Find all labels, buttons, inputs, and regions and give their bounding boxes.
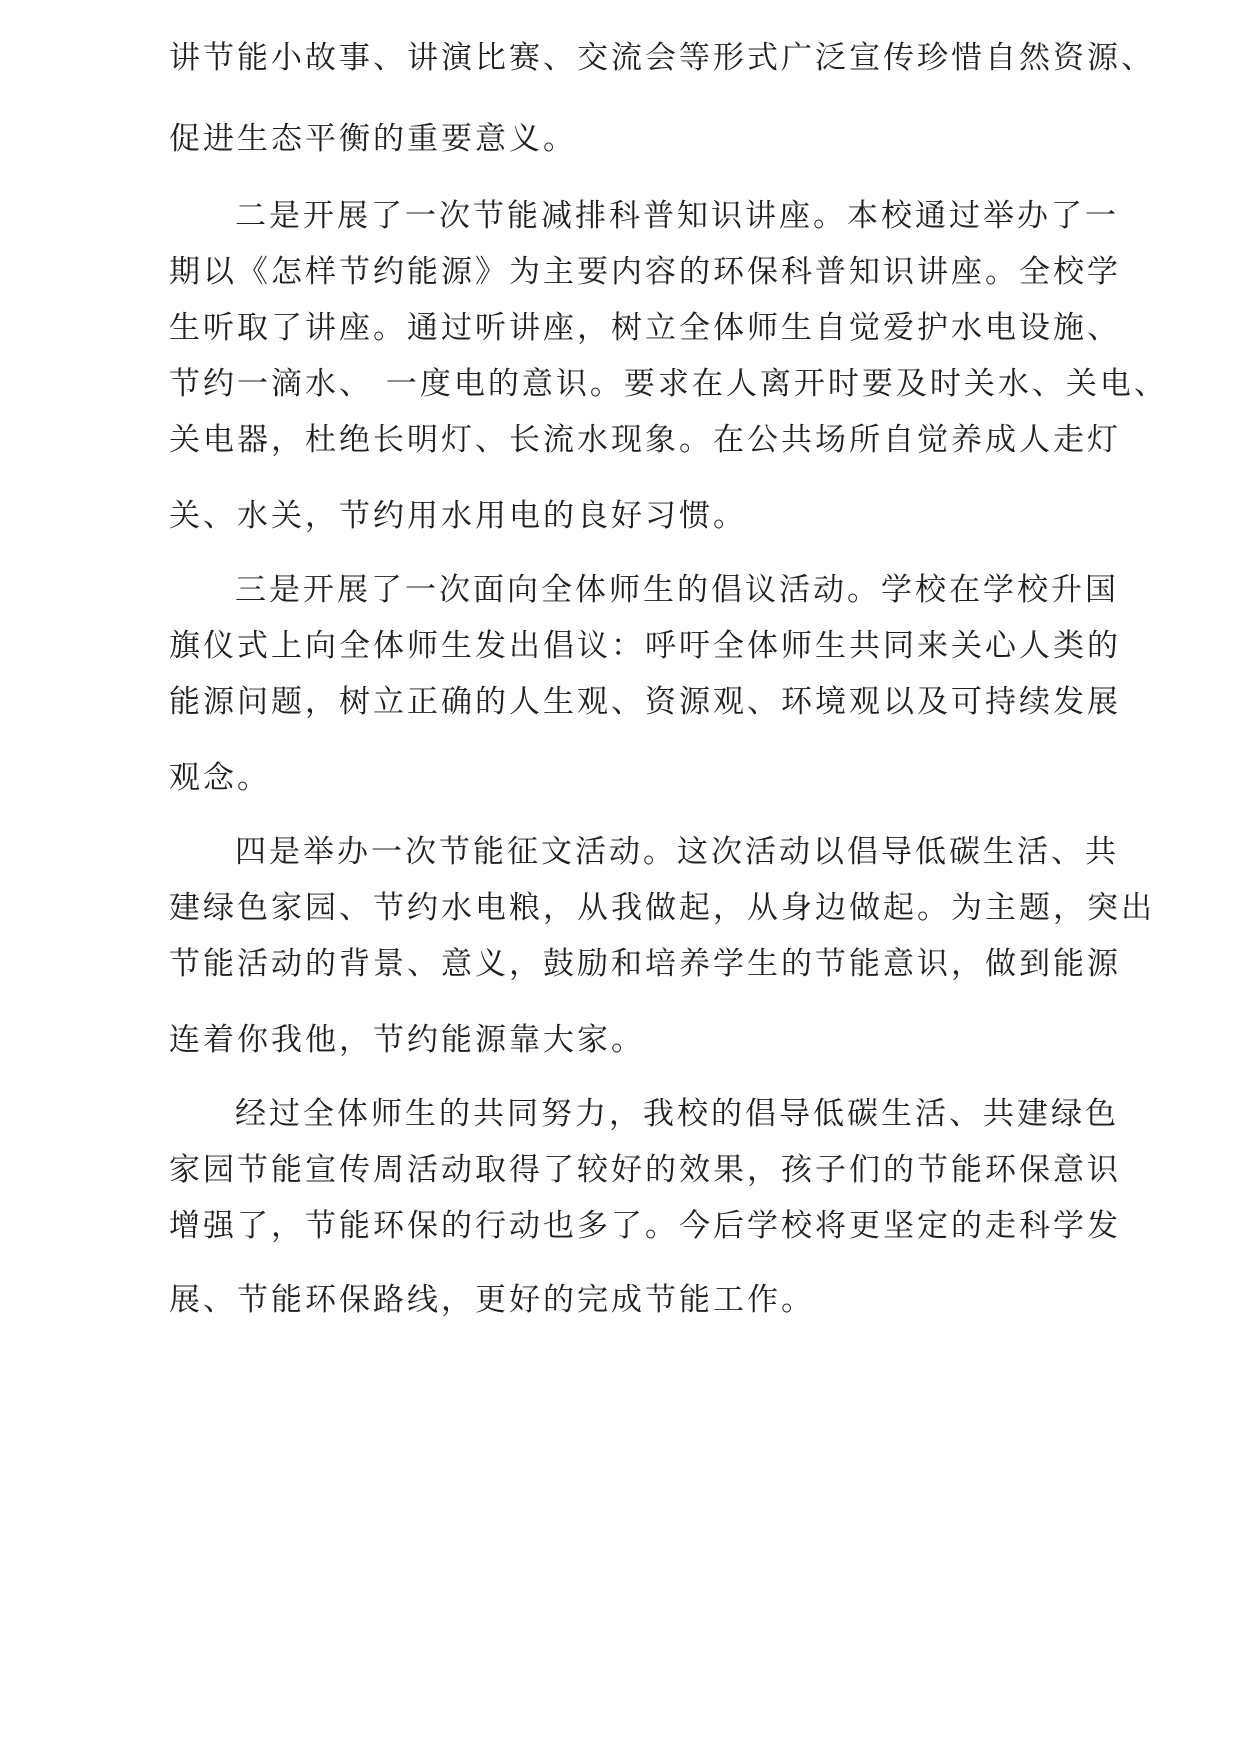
text-line: 讲节能小故事、讲演比赛、交流会等形式广泛宣传珍惜自然资源、 xyxy=(169,40,1155,76)
text-line: 连着你我他，节约能源靠大家。 xyxy=(169,1022,645,1058)
text-line: 建绿色家园、节约水电粮，从我做起，从身边做起。为主题，突出 xyxy=(169,890,1155,926)
text-line: 家园节能宣传周活动取得了较好的效果，孩子们的节能环保意识 xyxy=(169,1152,1121,1188)
text-line: 促进生态平衡的重要意义。 xyxy=(169,121,577,157)
text-line: 增强了，节能环保的行动也多了。今后学校将更坚定的走科学发 xyxy=(169,1208,1121,1244)
text-line: 节约一滴水、 一度电的意识。要求在人离开时要及时关水、关电、 xyxy=(169,366,1168,402)
text-line: 展、节能环保路线，更好的完成节能工作。 xyxy=(169,1282,815,1318)
paragraph-start-line: 四是举办一次节能征文活动。这次活动以倡导低碳生活、共 xyxy=(235,834,1119,870)
paragraph-start-line: 二是开展了一次节能减排科普知识讲座。本校通过举办了一 xyxy=(235,198,1119,234)
text-line: 能源问题，树立正确的人生观、资源观、环境观以及可持续发展 xyxy=(169,684,1121,720)
text-line: 节能活动的背景、意义，鼓励和培养学生的节能意识，做到能源 xyxy=(169,946,1121,982)
paragraph-start-line: 经过全体师生的共同努力，我校的倡导低碳生活、共建绿色 xyxy=(235,1096,1119,1132)
text-line: 期以《怎样节约能源》为主要内容的环保科普知识讲座。全校学 xyxy=(169,254,1121,290)
text-line: 观念。 xyxy=(169,760,271,796)
text-line: 关电器，杜绝长明灯、长流水现象。在公共场所自觉养成人走灯 xyxy=(169,422,1121,458)
text-line: 旗仪式上向全体师生发出倡议：呼吁全体师生共同来关心人类的 xyxy=(169,628,1121,664)
paragraph-start-line: 三是开展了一次面向全体师生的倡议活动。学校在学校升国 xyxy=(235,572,1119,608)
text-line: 生听取了讲座。通过听讲座，树立全体师生自觉爱护水电设施、 xyxy=(169,310,1121,346)
text-line: 关、水关，节约用水用电的良好习惯。 xyxy=(169,498,747,534)
